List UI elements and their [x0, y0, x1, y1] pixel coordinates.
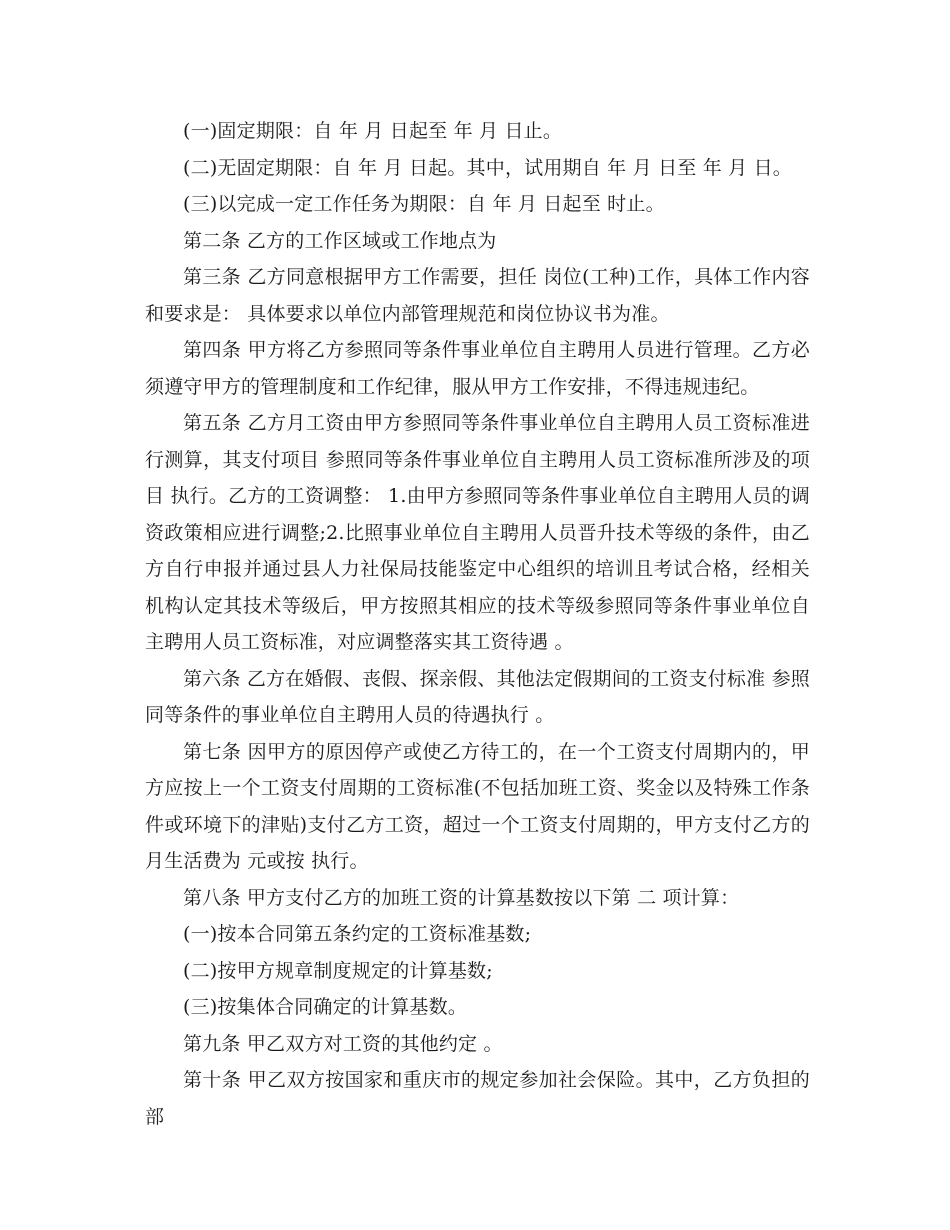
- article-5: 第五条 乙方月工资由甲方参照同等条件事业单位自主聘用人员工资标准进行测算，其支付项目 参照同等条件事业单位自主聘用人员工资标准所涉及的项目 执行。乙方的工资调整： 1.由甲方参照同等条件事业单位自主聘用人员的调资政策相应进行调整;2.比照事业单位自主聘用人员晋升技术等级的条件，由乙方自行申报并通过县人力社保局技能鉴定中心组织的培训且考试合格，经相关机构认定其技术等级后，甲方按照其相应的技术等级参照同等条件事业单位自主聘用人员工资标准，对应调整落实其工资待遇 。: [145, 412, 810, 653]
- article-7: 第七条 因甲方的原因停产或使乙方待工的，在一个工资支付周期内的，甲方应按上一个工资支付周期的工资标准(不包括加班工资、奖金以及特殊工作条件或环境下的津贴)支付乙方工资，超过一个工资支付周期的，甲方支付乙方的月生活费为 元或按 执行。: [145, 740, 810, 872]
- article-8-item-2: (二)按甲方规章制度规定的计算基数;: [183, 959, 493, 982]
- article-6: 第六条 乙方在婚假、丧假、探亲假、其他法定假期间的工资支付标准 参照同等条件的事业单位自主聘用人员的待遇执行 。: [145, 667, 810, 726]
- clause-term-fixed: (一)固定期限：自 年 月 日起至 年 月 日止。: [183, 120, 563, 142]
- article-8-item-3: (三)按集体合同确定的计算基数。: [183, 996, 468, 1018]
- article-9: 第九条 甲乙双方对工资的其他约定 。: [183, 1032, 503, 1055]
- article-10: 第十条 甲乙双方按国家和重庆市的规定参加社会保险。其中，乙方负担的部: [145, 1069, 810, 1128]
- article-8-item-1: (一)按本合同第五条约定的工资标准基数;: [183, 923, 532, 945]
- article-2: 第二条 乙方的工作区域或工作地点为: [183, 229, 497, 252]
- clause-term-task: (三)以完成一定工作任务为期限：自 年 月 日起至 时止。: [183, 193, 665, 215]
- article-3: 第三条 乙方同意根据甲方工作需要，担任 岗位(工种)工作，具体工作内容和要求是： 具体要求以单位内部管理规范和岗位协议书为准。: [145, 266, 810, 325]
- clause-term-open: (二)无固定期限：自 年 月 日起。其中，试用期自 年 月 日至 年 月 日。: [183, 156, 792, 179]
- document-page: [145, 113, 810, 1135]
- article-8: 第八条 甲方支付乙方的加班工资的计算基数按以下第 二 项计算：: [183, 886, 740, 909]
- article-4: 第四条 甲方将乙方参照同等条件事业单位自主聘用人员进行管理。乙方必须遵守甲方的管理制度和工作纪律，服从甲方工作安排，不得违规违纪。: [145, 339, 810, 398]
